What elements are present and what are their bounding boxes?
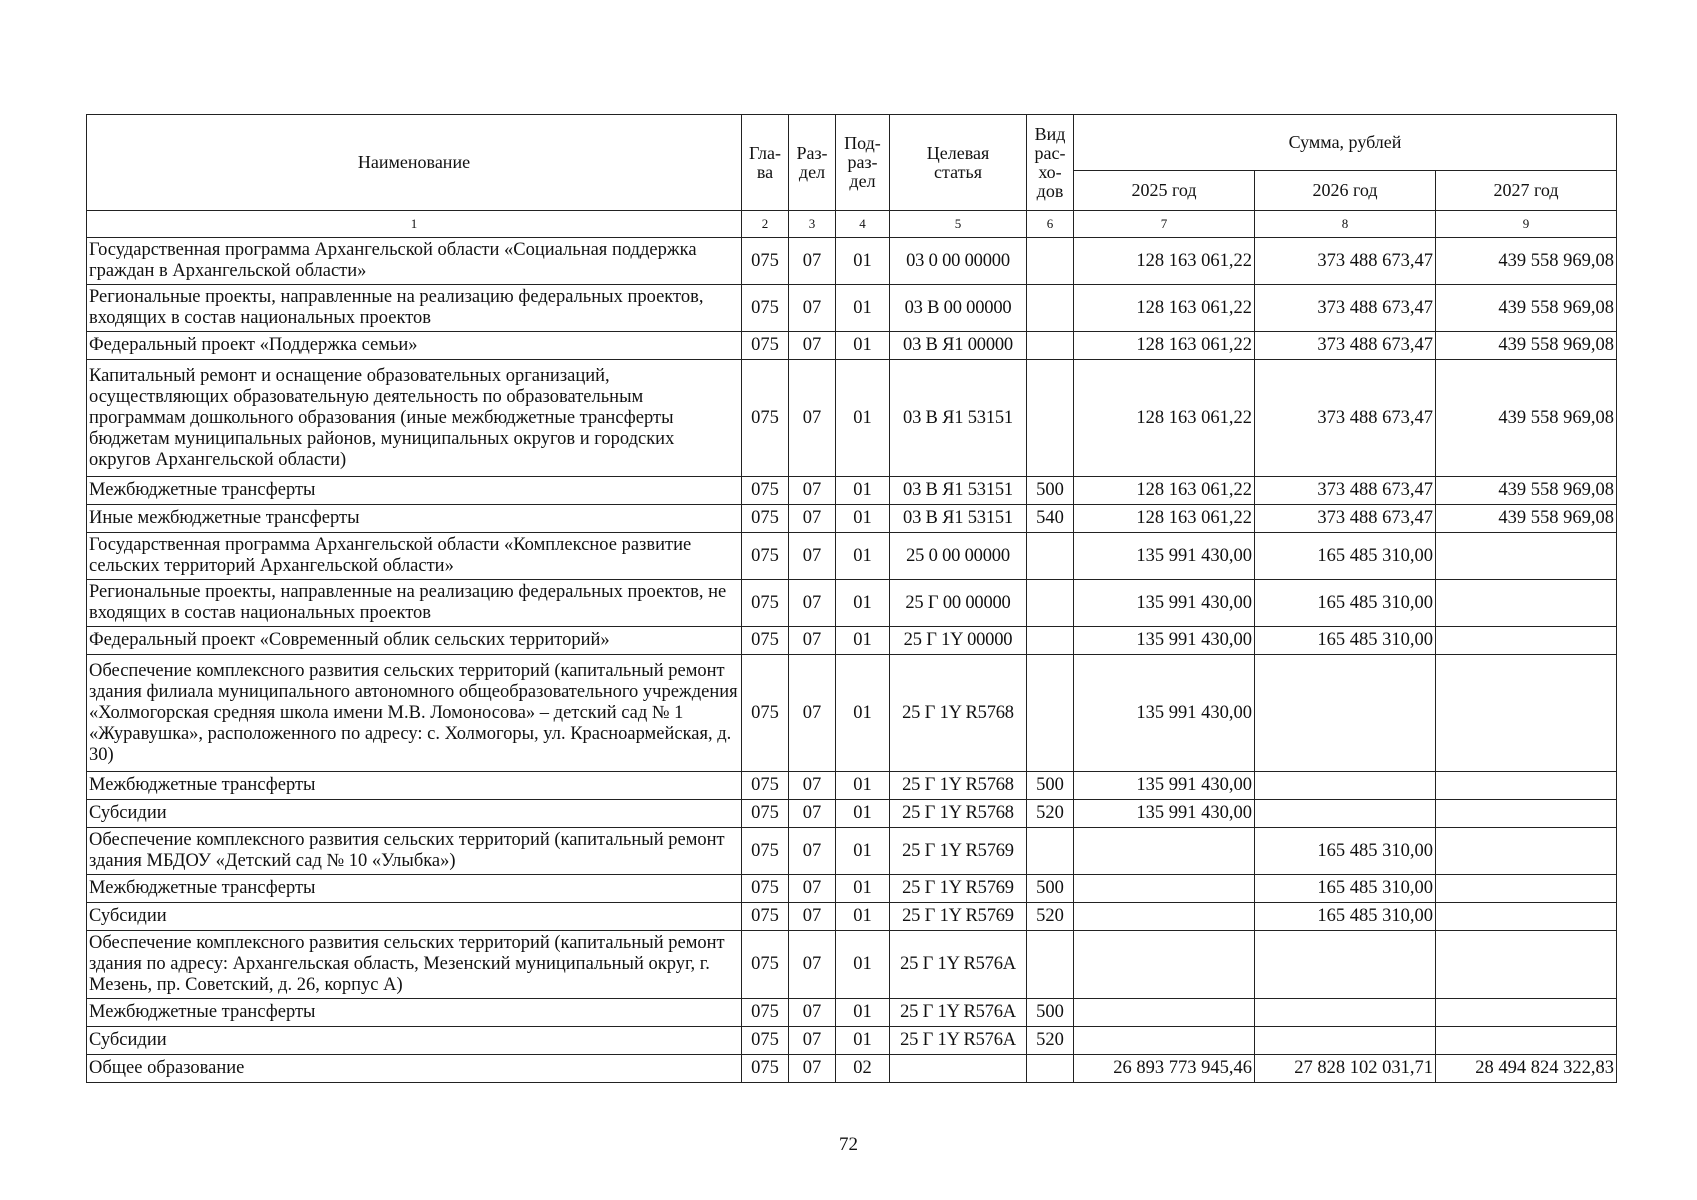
table-row xyxy=(87,875,1617,903)
row-expense-type xyxy=(1027,533,1074,580)
row-sum-2026: 373 488 673,47 xyxy=(1255,505,1436,533)
row-chapter: 075 xyxy=(742,627,789,655)
row-subsection: 01 xyxy=(836,1027,890,1055)
row-section: 07 xyxy=(789,828,836,875)
row-subsection: 01 xyxy=(836,285,890,332)
row-sum-2027 xyxy=(1436,627,1617,655)
row-target-article: 25 0 00 00000 xyxy=(890,533,1027,580)
row-target-article: 25 Г 1Y R5769 xyxy=(890,828,1027,875)
row-section: 07 xyxy=(789,238,836,285)
row-sum-2025 xyxy=(1074,931,1255,999)
row-chapter: 075 xyxy=(742,875,789,903)
row-chapter: 075 xyxy=(742,931,789,999)
row-name: Региональные проекты, направленные на реализацию федеральных проектов, не входящих в состав национальных проектов xyxy=(87,580,742,627)
row-sum-2025 xyxy=(1074,999,1255,1027)
row-sum-2025 xyxy=(1074,903,1255,931)
row-sum-2027 xyxy=(1436,875,1617,903)
row-sum-2025: 135 991 430,00 xyxy=(1074,533,1255,580)
row-expense-type: 540 xyxy=(1027,505,1074,533)
row-chapter: 075 xyxy=(742,828,789,875)
column-number: 5 xyxy=(890,211,1027,238)
row-section: 07 xyxy=(789,999,836,1027)
row-target-article: 03 0 00 00000 xyxy=(890,238,1027,285)
row-sum-2027 xyxy=(1436,931,1617,999)
column-number: 9 xyxy=(1436,211,1617,238)
row-section: 07 xyxy=(789,332,836,360)
table-row xyxy=(87,1027,1617,1055)
row-subsection: 01 xyxy=(836,875,890,903)
row-sum-2027 xyxy=(1436,1027,1617,1055)
row-sum-2027 xyxy=(1436,828,1617,875)
row-section: 07 xyxy=(789,627,836,655)
row-name: Субсидии xyxy=(87,800,742,828)
row-section: 07 xyxy=(789,477,836,505)
column-number: 6 xyxy=(1027,211,1074,238)
row-name: Капитальный ремонт и оснащение образовательных организаций, осуществляющих образовательную деятельность по образовательным программам дошкольного образования (иные межбюджетные трансферты бюджетам муниципальных районов, муниципальных округов и городских округов Архангельской области) xyxy=(87,360,742,477)
row-sum-2027 xyxy=(1436,655,1617,772)
row-expense-type xyxy=(1027,238,1074,285)
budget-table xyxy=(86,114,1617,1083)
row-chapter: 075 xyxy=(742,903,789,931)
row-sum-2026 xyxy=(1255,655,1436,772)
row-name: Субсидии xyxy=(87,903,742,931)
row-sum-2027 xyxy=(1436,800,1617,828)
row-chapter: 075 xyxy=(742,772,789,800)
row-target-article: 03 В Я1 53151 xyxy=(890,360,1027,477)
row-sum-2025 xyxy=(1074,1027,1255,1055)
row-target-article: 25 Г 1Y R576A xyxy=(890,1027,1027,1055)
row-expense-type: 500 xyxy=(1027,999,1074,1027)
header-target-article: Целевая статья xyxy=(890,115,1027,211)
row-name: Межбюджетные трансферты xyxy=(87,875,742,903)
row-target-article: 25 Г 1Y R576A xyxy=(890,931,1027,999)
row-name: Государственная программа Архангельской области «Социальная поддержка граждан в Архангельской области» xyxy=(87,238,742,285)
table-row xyxy=(87,903,1617,931)
row-sum-2026: 373 488 673,47 xyxy=(1255,477,1436,505)
row-subsection: 01 xyxy=(836,655,890,772)
row-sum-2026: 27 828 102 031,71 xyxy=(1255,1055,1436,1083)
row-sum-2027: 439 558 969,08 xyxy=(1436,332,1617,360)
row-target-article: 03 В Я1 53151 xyxy=(890,505,1027,533)
row-subsection: 01 xyxy=(836,800,890,828)
column-number: 2 xyxy=(742,211,789,238)
row-sum-2027: 439 558 969,08 xyxy=(1436,505,1617,533)
column-number: 4 xyxy=(836,211,890,238)
row-sum-2025: 135 991 430,00 xyxy=(1074,627,1255,655)
row-sum-2026: 373 488 673,47 xyxy=(1255,360,1436,477)
row-sum-2027: 28 494 824 322,83 xyxy=(1436,1055,1617,1083)
column-number: 8 xyxy=(1255,211,1436,238)
table-row xyxy=(87,627,1617,655)
row-target-article: 25 Г 00 00000 xyxy=(890,580,1027,627)
row-chapter: 075 xyxy=(742,533,789,580)
header-name: Наименование xyxy=(87,115,742,211)
row-subsection: 01 xyxy=(836,238,890,285)
row-subsection: 01 xyxy=(836,627,890,655)
row-chapter: 075 xyxy=(742,800,789,828)
row-section: 07 xyxy=(789,580,836,627)
row-sum-2025: 135 991 430,00 xyxy=(1074,772,1255,800)
row-subsection: 01 xyxy=(836,360,890,477)
table-row xyxy=(87,533,1617,580)
header-sum: Сумма, рублей xyxy=(1074,115,1617,171)
row-subsection: 01 xyxy=(836,332,890,360)
row-expense-type xyxy=(1027,332,1074,360)
table-row xyxy=(87,238,1617,285)
row-sum-2026 xyxy=(1255,931,1436,999)
column-numbers-row xyxy=(87,211,1617,238)
row-section: 07 xyxy=(789,1027,836,1055)
table-row xyxy=(87,1055,1617,1083)
row-chapter: 075 xyxy=(742,285,789,332)
row-section: 07 xyxy=(789,285,836,332)
row-name: Обеспечение комплексного развития сельских территорий (капитальный ремонт здания по адресу: Архангельская область, Мезенский муниципальный округ, г. Мезень, пр. Советский, д. 26, корпус А) xyxy=(87,931,742,999)
row-expense-type xyxy=(1027,360,1074,477)
row-sum-2026: 165 485 310,00 xyxy=(1255,875,1436,903)
row-chapter: 075 xyxy=(742,238,789,285)
row-name: Межбюджетные трансферты xyxy=(87,772,742,800)
row-name: Государственная программа Архангельской области «Комплексное развитие сельских территорий Архангельской области» xyxy=(87,533,742,580)
row-expense-type: 500 xyxy=(1027,772,1074,800)
row-target-article: 25 Г 1Y R576A xyxy=(890,999,1027,1027)
row-expense-type xyxy=(1027,655,1074,772)
row-section: 07 xyxy=(789,772,836,800)
row-sum-2026: 373 488 673,47 xyxy=(1255,332,1436,360)
row-sum-2027: 439 558 969,08 xyxy=(1436,477,1617,505)
row-target-article: 25 Г 1Y 00000 xyxy=(890,627,1027,655)
row-subsection: 01 xyxy=(836,931,890,999)
column-number: 7 xyxy=(1074,211,1255,238)
row-sum-2027 xyxy=(1436,772,1617,800)
row-section: 07 xyxy=(789,1055,836,1083)
row-name: Межбюджетные трансферты xyxy=(87,477,742,505)
row-sum-2026: 165 485 310,00 xyxy=(1255,627,1436,655)
row-sum-2025: 26 893 773 945,46 xyxy=(1074,1055,1255,1083)
row-sum-2025: 128 163 061,22 xyxy=(1074,477,1255,505)
row-sum-2027 xyxy=(1436,999,1617,1027)
row-sum-2027: 439 558 969,08 xyxy=(1436,285,1617,332)
header-section: Раз- дел xyxy=(789,115,836,211)
table-row xyxy=(87,505,1617,533)
row-section: 07 xyxy=(789,360,836,477)
table-row xyxy=(87,999,1617,1027)
row-section: 07 xyxy=(789,903,836,931)
table-row xyxy=(87,931,1617,999)
row-name: Региональные проекты, направленные на реализацию федеральных проектов, входящих в состав национальных проектов xyxy=(87,285,742,332)
header-year-2026: 2026 год xyxy=(1255,171,1436,211)
row-sum-2025: 128 163 061,22 xyxy=(1074,238,1255,285)
row-target-article: 25 Г 1Y R5768 xyxy=(890,772,1027,800)
row-section: 07 xyxy=(789,875,836,903)
row-chapter: 075 xyxy=(742,1027,789,1055)
table-row xyxy=(87,772,1617,800)
row-sum-2026: 373 488 673,47 xyxy=(1255,238,1436,285)
row-target-article: 03 В 00 00000 xyxy=(890,285,1027,332)
table-row xyxy=(87,580,1617,627)
row-subsection: 01 xyxy=(836,505,890,533)
row-section: 07 xyxy=(789,655,836,772)
row-target-article: 25 Г 1Y R5768 xyxy=(890,655,1027,772)
row-chapter: 075 xyxy=(742,332,789,360)
page-number: 72 xyxy=(839,1134,858,1155)
row-target-article: 25 Г 1Y R5768 xyxy=(890,800,1027,828)
row-name: Субсидии xyxy=(87,1027,742,1055)
row-name: Межбюджетные трансферты xyxy=(87,999,742,1027)
row-chapter: 075 xyxy=(742,655,789,772)
row-expense-type: 520 xyxy=(1027,903,1074,931)
row-sum-2026 xyxy=(1255,999,1436,1027)
table-row xyxy=(87,360,1617,477)
row-sum-2026: 165 485 310,00 xyxy=(1255,903,1436,931)
row-subsection: 01 xyxy=(836,903,890,931)
row-target-article: 25 Г 1Y R5769 xyxy=(890,903,1027,931)
row-subsection: 01 xyxy=(836,580,890,627)
row-subsection: 01 xyxy=(836,533,890,580)
table-row xyxy=(87,332,1617,360)
row-chapter: 075 xyxy=(742,477,789,505)
row-name: Общее образование xyxy=(87,1055,742,1083)
header-year-2027: 2027 год xyxy=(1436,171,1617,211)
row-target-article: 03 В Я1 53151 xyxy=(890,477,1027,505)
row-sum-2025: 135 991 430,00 xyxy=(1074,580,1255,627)
row-name: Федеральный проект «Современный облик сельских территорий» xyxy=(87,627,742,655)
row-expense-type xyxy=(1027,580,1074,627)
row-target-article xyxy=(890,1055,1027,1083)
table-row xyxy=(87,477,1617,505)
row-chapter: 075 xyxy=(742,1055,789,1083)
row-expense-type xyxy=(1027,627,1074,655)
row-sum-2027 xyxy=(1436,533,1617,580)
row-subsection: 02 xyxy=(836,1055,890,1083)
row-expense-type: 520 xyxy=(1027,800,1074,828)
row-sum-2027 xyxy=(1436,580,1617,627)
header-year-2025: 2025 год xyxy=(1074,171,1255,211)
row-section: 07 xyxy=(789,533,836,580)
header-expense-type: Вид рас- хо- дов xyxy=(1027,115,1074,211)
row-chapter: 075 xyxy=(742,580,789,627)
row-name: Обеспечение комплексного развития сельских территорий (капитальный ремонт здания МБДОУ «Детский сад № 10 «Улыбка») xyxy=(87,828,742,875)
row-expense-type: 500 xyxy=(1027,477,1074,505)
row-sum-2025 xyxy=(1074,875,1255,903)
row-sum-2027: 439 558 969,08 xyxy=(1436,238,1617,285)
row-sum-2025: 128 163 061,22 xyxy=(1074,505,1255,533)
row-chapter: 075 xyxy=(742,360,789,477)
row-expense-type: 520 xyxy=(1027,1027,1074,1055)
row-subsection: 01 xyxy=(836,999,890,1027)
row-sum-2025: 128 163 061,22 xyxy=(1074,360,1255,477)
row-target-article: 25 Г 1Y R5769 xyxy=(890,875,1027,903)
table-row xyxy=(87,800,1617,828)
row-sum-2026: 373 488 673,47 xyxy=(1255,285,1436,332)
row-sum-2026: 165 485 310,00 xyxy=(1255,828,1436,875)
row-sum-2025: 128 163 061,22 xyxy=(1074,285,1255,332)
column-number: 3 xyxy=(789,211,836,238)
row-target-article: 03 В Я1 00000 xyxy=(890,332,1027,360)
table-row xyxy=(87,655,1617,772)
row-chapter: 075 xyxy=(742,999,789,1027)
row-expense-type xyxy=(1027,285,1074,332)
row-section: 07 xyxy=(789,800,836,828)
table-row xyxy=(87,828,1617,875)
row-section: 07 xyxy=(789,931,836,999)
row-subsection: 01 xyxy=(836,477,890,505)
row-name: Федеральный проект «Поддержка семьи» xyxy=(87,332,742,360)
row-sum-2026 xyxy=(1255,800,1436,828)
row-sum-2026 xyxy=(1255,772,1436,800)
row-section: 07 xyxy=(789,505,836,533)
header-chapter: Гла- ва xyxy=(742,115,789,211)
row-subsection: 01 xyxy=(836,828,890,875)
row-chapter: 075 xyxy=(742,505,789,533)
row-sum-2026 xyxy=(1255,1027,1436,1055)
row-sum-2026: 165 485 310,00 xyxy=(1255,533,1436,580)
row-name: Обеспечение комплексного развития сельских территорий (капитальный ремонт здания филиала муниципального автономного общеобразовательного учреждения «Холмогорская средняя школа имени М.В. Ломоносова» – детский сад № 1 «Журавушка», расположенного по адресу: с. Холмогоры, ул. Красноармейская, д. 30) xyxy=(87,655,742,772)
row-sum-2025 xyxy=(1074,828,1255,875)
row-sum-2027 xyxy=(1436,903,1617,931)
row-expense-type xyxy=(1027,1055,1074,1083)
row-name: Иные межбюджетные трансферты xyxy=(87,505,742,533)
header-row xyxy=(87,115,1617,171)
row-sum-2025: 128 163 061,22 xyxy=(1074,332,1255,360)
row-sum-2025: 135 991 430,00 xyxy=(1074,655,1255,772)
table-row xyxy=(87,285,1617,332)
row-expense-type xyxy=(1027,931,1074,999)
row-sum-2026: 165 485 310,00 xyxy=(1255,580,1436,627)
header-subsection: Под- раз- дел xyxy=(836,115,890,211)
row-expense-type xyxy=(1027,828,1074,875)
column-number: 1 xyxy=(87,211,742,238)
row-expense-type: 500 xyxy=(1027,875,1074,903)
row-sum-2027: 439 558 969,08 xyxy=(1436,360,1617,477)
row-sum-2025: 135 991 430,00 xyxy=(1074,800,1255,828)
row-subsection: 01 xyxy=(836,772,890,800)
